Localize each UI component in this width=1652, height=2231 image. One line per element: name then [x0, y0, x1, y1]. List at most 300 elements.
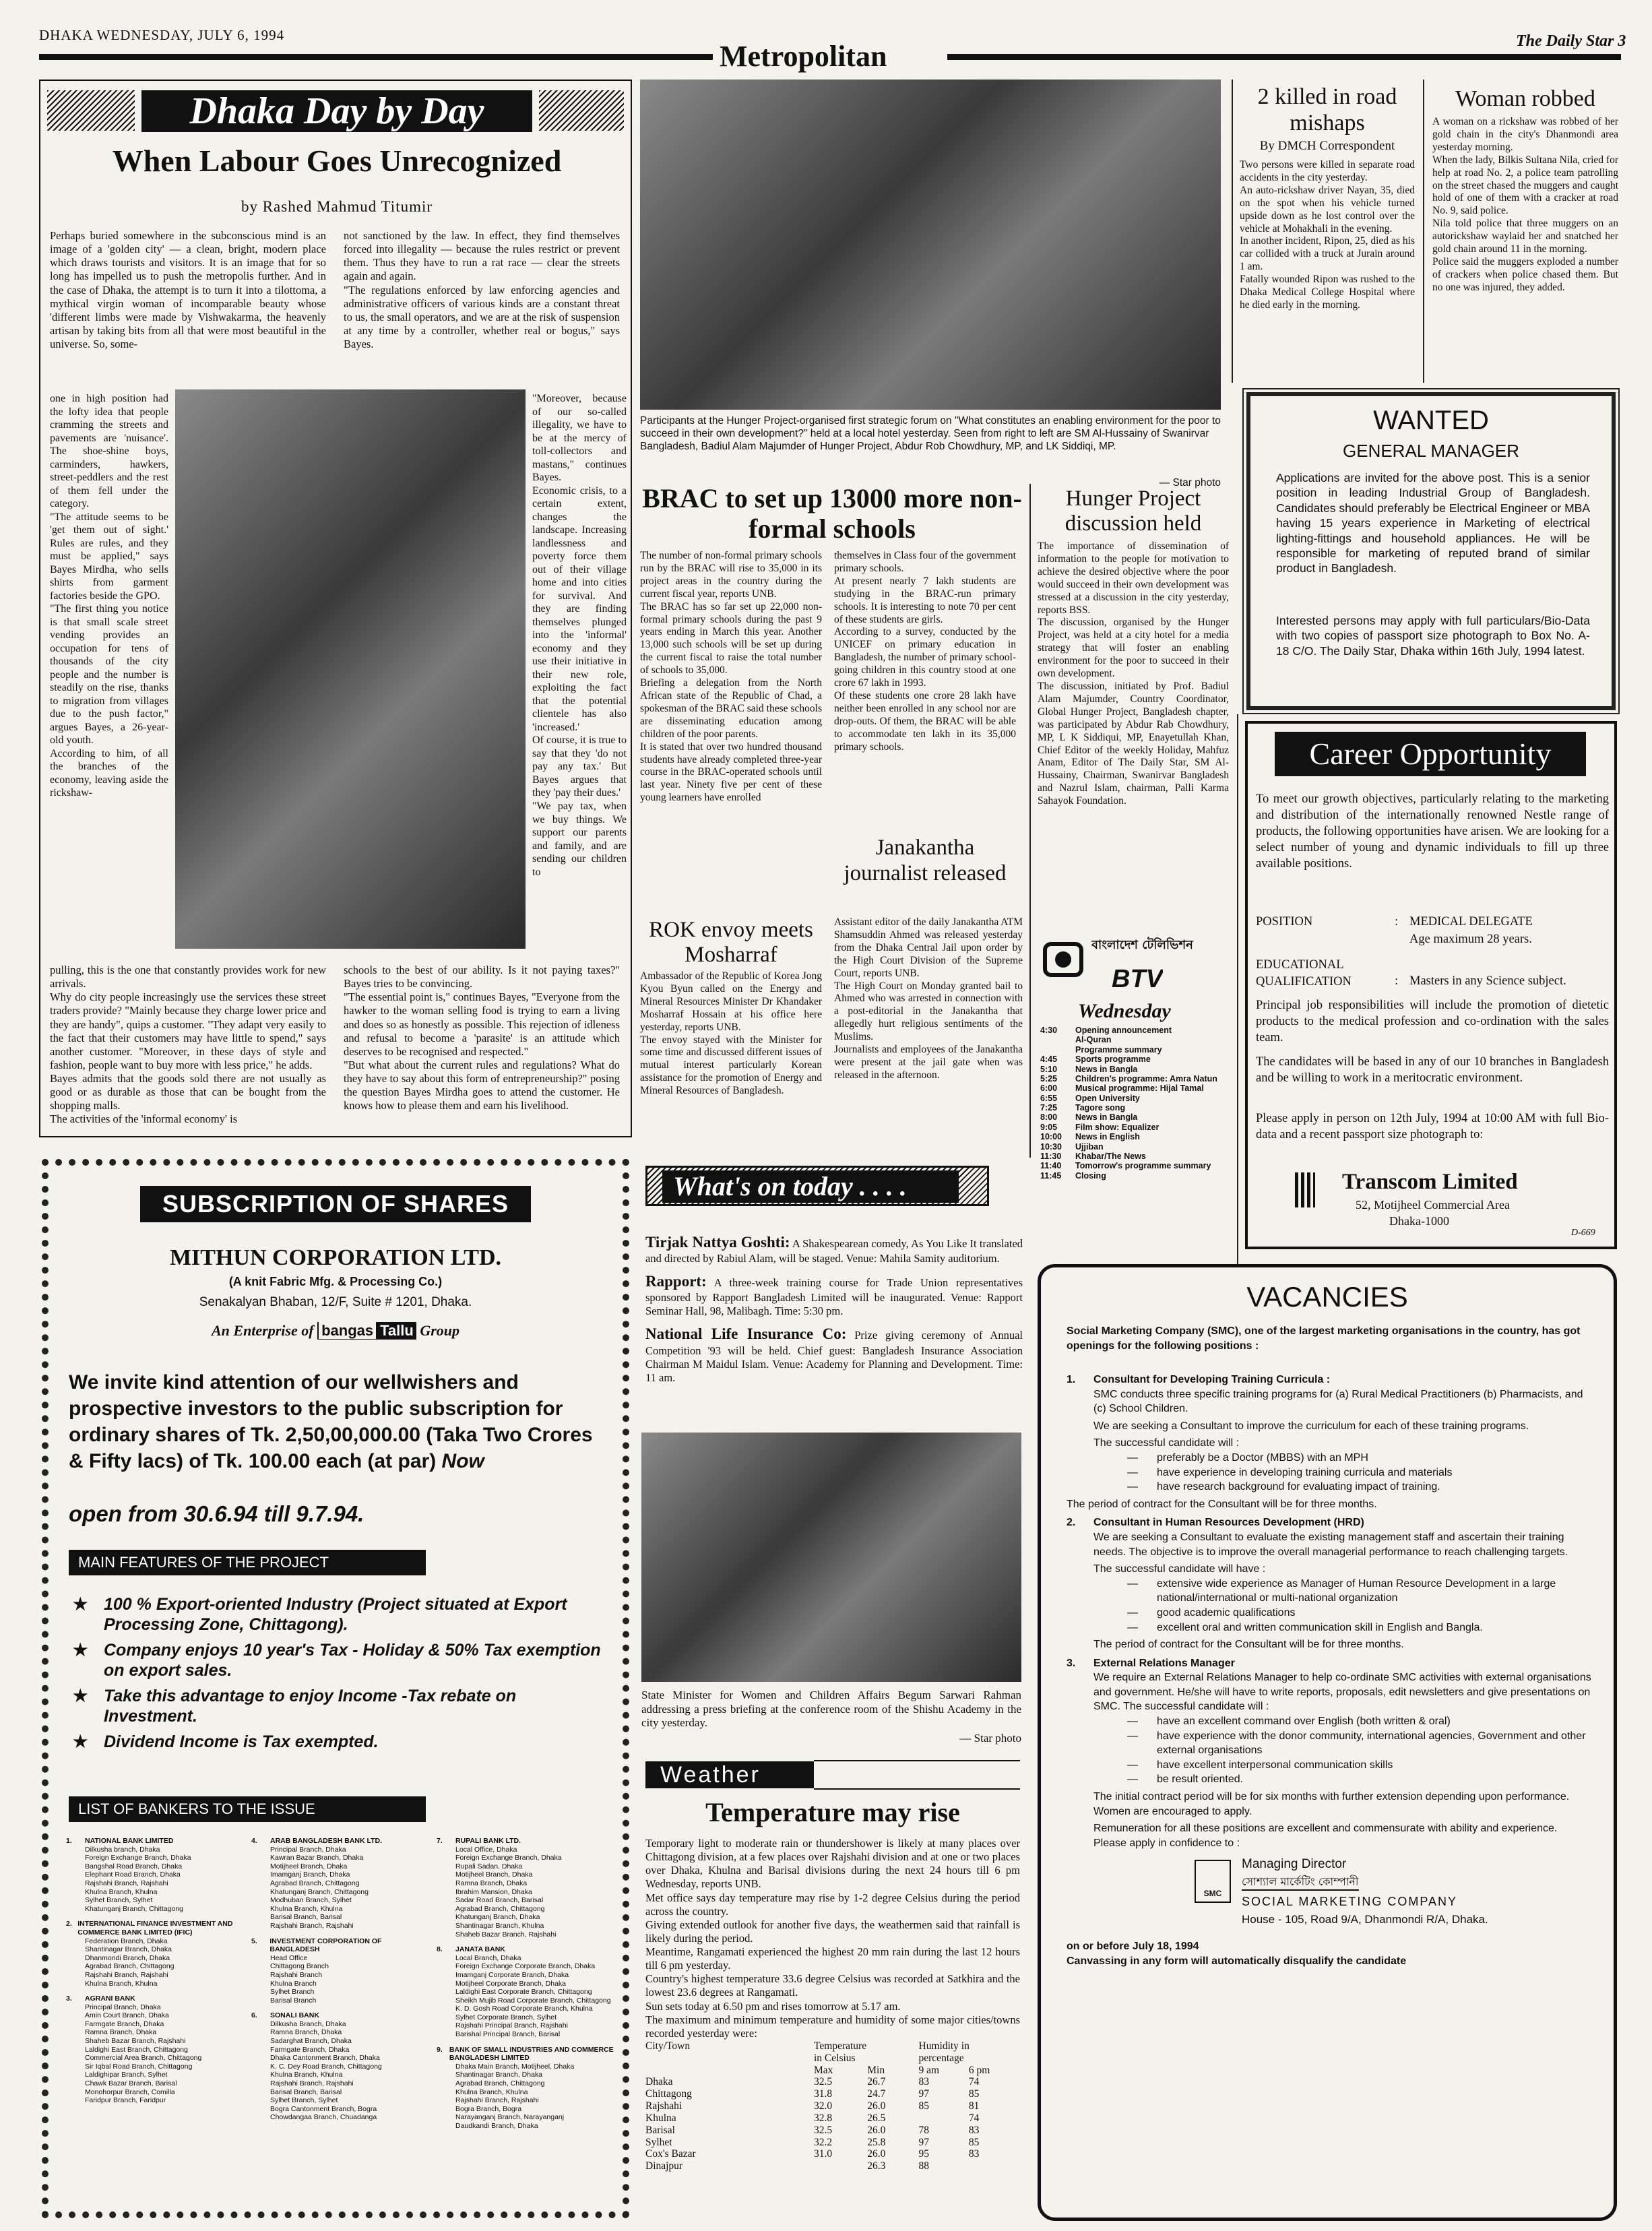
btv-day: Wednesday [1078, 1000, 1171, 1022]
weather-hdr-hum2: percentage [918, 2052, 964, 2064]
weather-max: 32.8 [814, 2112, 833, 2124]
dhaka-day-banner: Dhaka Day by Day [141, 90, 532, 132]
btv-row [1040, 1035, 1233, 1044]
bank-number: 6. [251, 2011, 257, 2020]
requirement-item [1127, 1729, 1592, 1758]
whats-on-banner-text: What's on today . . . . [662, 1170, 959, 1203]
career-pos-value: MEDICAL DELEGATE [1409, 915, 1533, 929]
btv-programme: News in Bangla [1075, 1064, 1138, 1074]
hunger-forum-caption: Participants at the Hunger Project-organised first strategic forum on "What constitutes an enabling environment for the poor to succeed in their own development?" held at a local hotel yesterday. Seen from right to left are SM Al-Hussainy of Swanirvar Bangladesh, Badiul Alam Majumder of Hunger Project, Abdur Rob Chowdhury, MP, and LK Siddiqi, MP. [640, 415, 1221, 452]
career-edu-value: Masters in any Science subject. [1409, 974, 1566, 988]
canvass-note: Canvassing in any form will automatically disqualify the candidate [1067, 1955, 1407, 1967]
bank-number: 4. [251, 1837, 257, 1845]
weather-min: 26.3 [867, 2160, 886, 2172]
dash-icon: — [1127, 1759, 1138, 1771]
btv-programme: Sports programme [1075, 1055, 1151, 1065]
bank-name: RUPALI BANK LTD. [455, 1837, 521, 1845]
weather-row [645, 2125, 1020, 2137]
btv-row [1040, 1074, 1233, 1083]
btv-time: 5:25 [1040, 1073, 1058, 1083]
dhaka-day-bottom-left: pulling, this is the one that constantly provides work for new arrivals. Why do city people increasingly use the services these street traders provide? "Mainly because they charge lower price and they are handy", quips a customer. "They adapt very easily to the fact that their customers may have little to spend," says another customer. "Moreover, in these days of style and fashion, people want to buy more with less price," he adds. Bayes admits that the goods sold there are not usually as good or as durable as those that can be bought from the shopping malls. The activities of the 'informal economy' is [50, 964, 326, 1126]
position-text: We require an External Relations Manager to help co-ordinate SMC activities with external organisations and government. He/she will have to write reports, proposals, edit newsletters and give presentations on SMC. The successful candidate will : [1093, 1672, 1591, 1713]
btv-row [1040, 1065, 1233, 1074]
vacancies-title: VACANCIES [1246, 1281, 1408, 1313]
feature-item [73, 1732, 612, 1752]
career-code: D-669 [1571, 1228, 1595, 1238]
bank-number: 7. [437, 1837, 443, 1845]
position-text: SMC conducts three specific training programs for (a) Rural Medical Practitioners (b) Pharmacists, and (c) School Children. [1093, 1388, 1583, 1415]
feature-item [73, 1640, 612, 1680]
event-item [645, 1272, 1023, 1318]
wanted-ad [1246, 392, 1616, 710]
requirement-item [1127, 1621, 1592, 1635]
shares-sub: (A knit Fabric Mfg. & Processing Co.) [228, 1275, 443, 1288]
shares-company: MITHUN CORPORATION LTD. [169, 1245, 502, 1270]
street-vendors-photo [175, 389, 526, 949]
position-period: The period of contract for the Consultant will be for three months. [1093, 1639, 1404, 1651]
weather-hdr-hum: Humidity in [918, 2040, 970, 2052]
btv-logo-block [1038, 935, 1233, 1000]
bank-branches: Local Office, Dhaka Foreign Exchange Branch, Dhaka Rupali Sadan, Dhaka Motijheel Branch, Dhaka Ramna Branch, Dhaka Ibrahim Mansion, Dhaka Sadar Road Branch, Barisal Agrabad Branch, Chittagong Khatunganj Branch, Dhaka Shantinagar Branch, Khulna Shaheb Bazar Branch, Rajshahi [455, 1845, 562, 1939]
weather-hdr-6pm: 6 pm [968, 2064, 990, 2076]
position-will: The successful candidate will have : [1093, 1563, 1266, 1575]
position-will: The successful candidate will : [1093, 1437, 1240, 1449]
weather-max [814, 2160, 867, 2172]
weather-city: Khulna [645, 2112, 676, 2124]
weather-am: 88 [918, 2160, 930, 2172]
bangas-logo: bangas [317, 1322, 377, 1340]
btv-time: 10:00 [1040, 1132, 1062, 1142]
btv-programme: Open University [1075, 1093, 1140, 1103]
bank-entry [251, 2011, 430, 2122]
event-item [645, 1233, 1023, 1265]
btv-row [1040, 1152, 1233, 1161]
career-banner: Career Opportunity [1275, 732, 1586, 776]
features-list [73, 1594, 612, 1796]
btv-time [1040, 1045, 1075, 1055]
tv-screen-icon [1055, 951, 1071, 968]
dash-icon: — [1127, 1773, 1138, 1786]
position-title: External Relations Manager [1093, 1657, 1235, 1669]
shares-banner: SUBSCRIPTION OF SHARES [140, 1186, 531, 1222]
feature-text: Dividend Income is Tax exempted. [104, 1732, 379, 1751]
btv-row [1040, 1055, 1233, 1064]
position-heading [1067, 1373, 1592, 1387]
feature-item [73, 1594, 612, 1635]
requirement-text: excellent oral and written communication skill in English and Bangla. [1157, 1621, 1483, 1633]
btv-programme: News in Bangla [1075, 1112, 1138, 1123]
bank-name: SONALI BANK [270, 2011, 319, 2020]
btv-programme: Ujjiban [1075, 1141, 1104, 1152]
robbed-headline: Woman robbed [1455, 86, 1595, 111]
career-apply: Please apply in person on 12th July, 1994 at 10:00 AM with full Bio-data and a recent passport size photograph to: [1256, 1112, 1609, 1142]
weather-city: Sylhet [645, 2136, 672, 2148]
hunger-forum-photo [640, 80, 1221, 410]
career-intro: To meet our growth objectives, particularly relating to the marketing and distribution of the internationally renowned Nestle range of products, the following opportunities have arisen. We are looking for a select number of young and dynamic individuals to fill up three available positions. [1256, 792, 1609, 871]
btv-time: 11:40 [1040, 1161, 1062, 1171]
weather-row [645, 2100, 1020, 2112]
requirement-text: good academic qualifications [1157, 1606, 1296, 1619]
weather-min: 26.7 [867, 2076, 886, 2088]
btv-logo: BTV [1112, 965, 1163, 993]
col-rule [1029, 484, 1031, 1158]
weather-city: Dinajpur [645, 2160, 683, 2172]
weather-pm [969, 2160, 1020, 2172]
bank-entry [66, 1994, 245, 2105]
weather-pm: 74 [968, 2076, 980, 2088]
requirement-item [1127, 1714, 1592, 1729]
career-resp: Principal job responsibilities will include the promotion of dietetic products to the medical profession and co-ordination with the sales team. [1256, 999, 1609, 1045]
bank-name: INVESTMENT CORPORATION OF BANGLADESH [269, 1937, 382, 1954]
requirement-text: have an excellent command over English (both written & oral) [1157, 1716, 1451, 1728]
bank-number: 3. [66, 1994, 72, 2003]
career-pos-colon: : [1395, 915, 1399, 929]
position-title: Consultant in Human Resources Development (HRD) [1093, 1517, 1364, 1529]
requirement-item [1127, 1606, 1592, 1621]
btv-programme: Al-Quran [1075, 1035, 1112, 1045]
bank-entry [437, 1945, 615, 2039]
requirement-text: have experience in developing training curricula and materials [1157, 1466, 1453, 1478]
weather-min: 26.5 [867, 2112, 886, 2124]
weather-banner-text: Weather [660, 1762, 761, 1788]
dhaka-day-right-narrow: "Moreover, because of our so-called illegality, we have to be at the mercy of toll-collectors and mastans," continues Bayes. Economic crisis, to a certain extent, changes the landscape. Increasing landlessness and poverty force them out of their village home and into cities for survival. And they are finding themselves plunged into the 'informal' economy and they use their initiative in their new role, exploiting the fact that the potential clientele has also 'increased.' Of course, it is true to say that they 'do not pay any tax.' But Bayes argues that they 'pay their dues.' "We pay tax, when we buy things. We support our parents and family, and are sending our children to [532, 393, 627, 878]
col-rule [1232, 80, 1233, 383]
bank-name: INTERNATIONAL FINANCE INVESTMENT AND COMMERCE BANK LIMITED (IFIC) [77, 1920, 233, 1937]
btv-programme: Musical programme: Hijal Tamal [1075, 1083, 1204, 1094]
weather-max: 32.5 [814, 2076, 833, 2088]
vacancies-content [1067, 1369, 1592, 2211]
weather-hdr-temp2: in Celsius [814, 2052, 856, 2064]
wanted-subtitle: GENERAL MANAGER [1343, 441, 1519, 461]
dash-icon: — [1127, 1466, 1138, 1478]
dash-icon: — [1127, 1730, 1138, 1742]
weather-row [645, 2088, 1020, 2100]
dash-icon: — [1127, 1577, 1138, 1590]
smc-name: SOCIAL MARKETING COMPANY [1242, 1895, 1458, 1909]
bankers-list [66, 1837, 618, 2201]
event-text: A Shakespearean comedy, As You Like It translated and directed by Rabiul Alam, will be staged. Venue: Mahila Samity auditorium. [645, 1237, 1023, 1265]
killed-body: Two persons were killed in separate road accidents in the city yesterday. An auto-rickshaw driver Nayan, 35, died on the spot when his vehicle turned upside down as he lost control over the vehicle at Mohakhali in the evening. In another incident, Ripon, 25, died as his car collided with a truck at Jurain around 1 am. Fatally wounded Ripon was rushed to the Dhaka Medical College Hospital where he died early in the morning. [1240, 159, 1415, 311]
bank-branches: Principal Branch, Dhaka Kawran Bazar Branch, Dhaka Motijheel Branch, Dhaka Imamganj Branch, Dhaka Agrabad Branch, Chittagong Khatunganj Branch, Chittagong Modhuban Branch, Sylhet Khulna Branch, Khulna Barisal Branch, Barisal Rajshahi Branch, Rajshahi [270, 1845, 369, 1930]
dhaka-day-left-narrow: one in high position had the lofty idea that people cramming the streets and pavements are 'nuisance'. The shoe-shine boys, carminders, hawkers, street-peddlers and the rest of them fell under the category. "The attitude seems to be 'get them out of sight.' Rules are rules, and they must be applied," says Bayes Mirdha, who sells shirts from garment factories beside the GPO. "The first thing you notice is that small scale street vending provides an occupation for tens of thousands of the city people and the number is steadily on the rise, thanks to migration from villages due to the push factor," argues Bayes, a 26-year-old youth. According to him, of all the branches of the economy, leaving aside the rickshaw- [50, 393, 168, 799]
bank-name: ARAB BANGLADESH BANK LTD. [270, 1837, 383, 1845]
invite-now: Now [441, 1450, 484, 1472]
hunger-forum-credit: — Star photo [1159, 477, 1221, 489]
bank-number: 8. [437, 1945, 443, 1954]
position-number: 1. [1067, 1374, 1076, 1385]
career-company: Transcom Limited [1342, 1170, 1518, 1194]
rok-body: Ambassador of the Republic of Korea Jong Kyou Byun called on the Energy and Mineral Resources Minister Dr Khandaker Mosharraf Hossain at his office here yesterday, reports UNB. The envoy stayed with the Minister for some time and discussed different issues of mutual interest particularly Korean assistance for the promotion of Energy and Mineral Resources of Bangladesh. [640, 970, 822, 1097]
btv-time: 7:25 [1040, 1103, 1058, 1112]
weather-city: Chittagong [645, 2088, 692, 2100]
managing-director: Managing Director [1242, 1857, 1347, 1872]
shishu-academy-credit: — Star photo [959, 1732, 1021, 1745]
janakantha-body: Assistant editor of the daily Janakantha ATM Shamsuddin Ahmed was released yesterday from the Dhaka Central Jail upon order by the High Court Division of the Supreme Court, reports UNB. The High Court on Monday granted bail to Ahmed who was arrested in connection with a post-editorial in the Janakantha that allegedly hurt religious sentiments of the Muslims. Journalists and employees of the Janakantha were present at the jail gate when was released in the afternoon. [834, 916, 1023, 1081]
btv-time: 9:05 [1040, 1122, 1058, 1132]
brac-col2: themselves in Class four of the government primary schools. At present nearly 7 lakh students are studying in the BRAC-run primary schools. It is interesting to note 70 per cent of these students are girls. According to a survey, conducted by the UNICEF on primary education in Bangladesh, the number of primary school-going children in this country stood at one crore 67 lakh in 1993. Of these students one crore 28 lakh have neither been enrolled in any school nor are drop-outs. Of them, the BRAC will be able to accommodate ten lakh in its 35,000 primary schools. [834, 550, 1016, 753]
btv-programme: Tagore song [1075, 1103, 1126, 1112]
position-period: The initial contract period will be for six months with further extension depending upon performance. Women are encouraged to apply. [1093, 1791, 1570, 1817]
weather-hdr-temp: Temperature [814, 2040, 867, 2052]
btv-time: 6:00 [1040, 1083, 1058, 1094]
feature-text: Take this advantage to enjoy Income -Tax rebate on Investment. [104, 1687, 517, 1726]
feature-text: 100 % Export-oriented Industry (Project situated at Export Processing Zone, Chittagong). [104, 1595, 567, 1634]
dash-icon: — [1127, 1621, 1138, 1633]
btv-time: 8:00 [1040, 1112, 1058, 1123]
btv-row [1040, 1132, 1233, 1141]
requirement-item [1127, 1480, 1592, 1495]
weather-pm: 85 [968, 2136, 980, 2148]
weather-am: 97 [918, 2088, 930, 2100]
dash-icon: — [1127, 1451, 1138, 1464]
killed-byline: By DMCH Correspondent [1259, 139, 1395, 153]
weather-hdr-city: City/Town [645, 2040, 691, 2052]
weather-min: 24.7 [867, 2088, 886, 2100]
bank-branches: Head Office Chittagong Branch Rajshahi Branch Khulna Branch Sylhet Branch Barisal Branch [270, 1953, 329, 2005]
career-pos-label: POSITION [1256, 915, 1313, 929]
smc-address: House - 105, Road 9/A, Dhanmondi R/A, Dhaka. [1242, 1913, 1488, 1926]
wanted-apply: Interested persons may apply with full particulars/Bio-Data with two copies of passport size photograph to Box No. A-18 C/O. The Daily Star, Dhaka within 16th July, 1994 latest. [1276, 614, 1590, 658]
weather-banner-rule [814, 1760, 1020, 1790]
weather-am: 85 [918, 2100, 930, 2112]
weather-city: Cox's Bazar [645, 2148, 696, 2160]
masthead-rule-right [947, 54, 1621, 60]
robbed-body: A woman on a rickshaw was robbed of her gold chain in the city's Dhanmondi area yesterday morning. When the lady, Bilkis Sultana Nila, cried for help at road No. 2, a police team patrolling on the street chased the muggers and caught hold of one of them with a cracker at road No. 9, said police. Nila told police that three muggers on an autorickshaw waylaid her and snatched her gold chain around 11 in the morning. Police said the muggers exploded a number of crackers when police chased them. But no one was injured, they added. [1432, 116, 1618, 293]
requirement-item [1127, 1466, 1592, 1480]
event-title: National Life Insurance Co: [645, 1325, 847, 1343]
bank-branches: Dilkusha branch, Dhaka Foreign Exchange Branch, Dhaka Bangshal Road Branch, Dhaka Elephant Road Branch, Dhaka Rajshahi Branch, Rajshahi Khulna Branch, Khulna Sylhet Branch, Sylhet Khatunganj Branch, Chittagong [85, 1845, 191, 1913]
smc-bangla-name: সোশ্যাল মার্কেটিং কোম্পানী [1242, 1875, 1359, 1891]
btv-programme: News in English [1075, 1132, 1140, 1142]
dhaka-day-col1: Perhaps buried somewhere in the subconscious mind is an image of a 'golden city' — a clean, bright, modern place which draws tourists and visitors. It is an image that for so long has impelled us to push the metropolis further. And in the case of Dhaka, the attempt is to turn it into a tilottoma, a mythical virgin woman of incomparable beauty whose 'different limbs were made by Vishwakarma, the heavenly artisan by taking bits from all that were most beautiful in the universe. So, some- [50, 229, 326, 350]
star-icon: ★ [73, 1641, 88, 1660]
transcom-logo-icon [1295, 1172, 1315, 1207]
bank-name: JANATA BANK [455, 1945, 505, 1954]
career-address1: 52, Motijheel Commercial Area [1356, 1198, 1510, 1212]
weather-max: 31.8 [814, 2088, 833, 2100]
dhaka-day-bottom-right: schools to the best of our ability. Is it not paying taxes?" Bayes tries to be convincing. "The essential point is," continues Bayes, "Everyone from the hawker to the woman selling food is trying to earn a living and does so as honestly as possible. This rejection of idleness and refusal to become a 'parasite' is an attitude which deserves to be recognised and respected." "But what about the current rules and regulations? What do they have to say about this form of entrepreneurship?" posing the question Bayes Mirdha goes to attend the customer. He knows how to please them and earn his livelihood. [344, 964, 620, 1112]
janakantha-headline: Janakantha journalist released [844, 836, 1007, 885]
requirement-text: have research background for evaluating impact of training. [1157, 1481, 1440, 1493]
shares-address: Senakalyan Bhaban, 12/F, Suite # 1201, Dhaka. [199, 1295, 472, 1309]
weather-city: Dhaka [645, 2076, 673, 2088]
weather-row [645, 2076, 1020, 2088]
event-title: Tirjak Nattya Goshti: [645, 1234, 790, 1251]
career-edu-colon: : [1395, 974, 1399, 988]
section-title: Metropolitan [720, 40, 887, 73]
feature-item [73, 1686, 612, 1726]
tallu-logo: Tallu [377, 1322, 416, 1340]
career-edu-label: EDUCATIONAL QUALIFICATION [1256, 958, 1352, 988]
weather-min: 26.0 [867, 2100, 886, 2112]
hunger-body: The importance of dissemination of information to the people for motivation to achieve the desired objective where the poor would succeed in their own development was stressed at a discussion in the city yesterday, reports BSS. The discussion, organised by the Hunger Project, was held at a city hotel for a media strategy that will foster an enabling environment for the poor to succeed in their own development. The discussion, initiated by Prof. Badiul Alam Majumder, Country Coordinator, Global Hunger Project, Bangladesh chapter, was participated by Abdur Rab Chowdhury, MP, L K Siddiqui, MP, Enayetullah Khan, Chief Editor of the weekly Holiday, Mahfuz Anam, Editor of The Daily Star, SM Al-Hussainy, Chairman, Swanirvar Bangladesh and Nazrul Islam, chairman, Palli Karma Sahayok Foundation. [1038, 540, 1229, 807]
position-number: 3. [1067, 1657, 1076, 1669]
shares-enterprise [46, 1322, 625, 1340]
requirement-text: have excellent interpersonal communication skills [1157, 1759, 1393, 1771]
weather-min: 25.8 [867, 2136, 886, 2148]
bank-entry [66, 1920, 245, 1988]
bank-branches: Federation Branch, Dhaka Shantinagar Branch, Dhaka Dhanmondi Branch, Dhaka Agrabad Branch, Chittagong Rajshahi Branch, Rajshahi Khulna Branch, Khulna [85, 1937, 174, 1988]
star-icon: ★ [73, 1687, 88, 1705]
position-seek: We are seeking a Consultant to improve the curriculum for each of these training programs. [1093, 1420, 1529, 1432]
bank-number: 1. [66, 1837, 72, 1845]
btv-row [1040, 1171, 1233, 1181]
remuneration: Remuneration for all these positions are excellent and commensurate with ability and experience. Please apply in confidence to : [1093, 1823, 1558, 1849]
page-number: 3 [1618, 32, 1626, 50]
weather-min: 26.0 [867, 2124, 886, 2136]
weather-row [645, 2112, 1020, 2125]
btv-row [1040, 1123, 1233, 1132]
btv-row [1040, 1103, 1233, 1112]
weather-max: 31.0 [814, 2148, 833, 2160]
hunger-headline: Hunger Project discussion held [1065, 486, 1202, 536]
invite-text: We invite kind attention of our wellwishers and prospective investors to the public subscription for ordinary shares of Tk. 2,50,00,000.00 (Taka Two Crores & Fifty lacs) of Tk. 100.00 each (at par) [69, 1371, 593, 1472]
whats-on-list [645, 1233, 1023, 1428]
weather-pm: 81 [968, 2100, 980, 2112]
whats-on-banner [645, 1166, 989, 1206]
career-age: Age maximum 28 years. [1409, 933, 1532, 946]
weather-max: 32.5 [814, 2124, 833, 2136]
btv-row [1040, 1142, 1233, 1152]
weather-max: 32.0 [814, 2100, 833, 2112]
bank-entry [66, 1837, 245, 1913]
requirement-text: have experience with the donor community, international agencies, Government and other external organisations [1157, 1730, 1586, 1757]
rok-headline: ROK envoy meets Mosharraf [649, 918, 813, 967]
bank-entry [437, 2046, 615, 2131]
deadline: on or before July 18, 1994 [1067, 1941, 1199, 1953]
weather-hdr-max: Max [814, 2064, 833, 2076]
btv-time: 5:10 [1040, 1064, 1058, 1074]
bank-name: NATIONAL BANK LIMITED [85, 1837, 174, 1845]
weather-am: 78 [918, 2124, 930, 2136]
weather-row [645, 2137, 1020, 2149]
paper-name [1516, 32, 1626, 51]
dash-icon: — [1127, 1481, 1138, 1493]
weather-am: 83 [918, 2076, 930, 2088]
requirement-text: extensive wide experience as Manager of Human Resource Development in a large national/international or multi-national organization [1157, 1577, 1556, 1604]
paper-title: The Daily Star [1516, 32, 1614, 50]
wanted-body: Applications are invited for the above post. This is a senior position in leading Industrial Group of Bangladesh. Candidates should preferably be Electrical Engineer or MBA having 15 years experience in Marketing of electrical lighting-fittings and household appliances. He will be responsible for marketing of reputed brand of similar product in Bangladesh. [1276, 471, 1590, 575]
btv-row [1040, 1161, 1233, 1170]
career-ad [1245, 721, 1617, 1249]
weather-hdr-min: Min [867, 2064, 885, 2076]
enterprise-pre: An Enterprise of [211, 1322, 314, 1339]
weather-pm: 83 [968, 2148, 980, 2160]
bank-number: 9. [437, 2045, 443, 2054]
btv-schedule [1040, 1026, 1233, 1248]
weather-pm: 83 [968, 2124, 980, 2136]
enterprise-post: Group [420, 1322, 460, 1339]
btv-row [1040, 1045, 1233, 1055]
killed-headline: 2 killed in road mishaps [1257, 84, 1397, 136]
weather-headline: Temperature may rise [705, 1797, 960, 1827]
position-number: 2. [1067, 1517, 1076, 1529]
bank-column [251, 1837, 430, 2201]
shishu-academy-photo [641, 1433, 1021, 1682]
btv-programme: Opening announcement [1075, 1026, 1172, 1035]
event-item [645, 1325, 1023, 1384]
brac-col1: The number of non-formal primary schools run by the BRAC will rise to 35,000 in its project areas in the country during the current fiscal year, reports UNB. The BRAC has so far set up 22,000 non-formal primary schools during the past 9 years ending in March this year. Another 13,000 such schools will be set up during the current fiscal to raise the total number of schools to 35,000. Briefing a delegation from the North African state of the Republic of Chad, a spokesman of the BRAC said these schools are disseminating education among children of the poor parents. It is stated that over two hundred thousand students have already completed three-year course in the BRAC-operated schools until last year. Ninety five per cent of these young learners have enrolled [640, 550, 822, 804]
shares-invite [69, 1369, 608, 1474]
bank-branches: Dilkusha Branch, Dhaka Ramna Branch, Dhaka Sadarghat Branch, Dhaka Farmgate Branch, Dhaka Dhaka Cantonment Branch, Dhaka K. C. Dey Road Branch, Chittagong Khulna Branch, Khulna Rajshahi Branch, Rajshahi Barisal Branch, Barisal Sylhet Branch, Sylhet Bogra Cantonment Branch, Bogra Chowdangaa Branch, Chuadanga [270, 2019, 382, 2122]
weather-am [919, 2112, 969, 2125]
btv-time: 4:30 [1040, 1026, 1058, 1035]
bank-column [66, 1837, 245, 2201]
career-based: The candidates will be based in any of our 10 branches in Bangladesh and be willing to work in a meritocratic environment. [1256, 1055, 1609, 1086]
btv-programme: Khabar/The News [1075, 1151, 1146, 1161]
bank-number: 5. [251, 1937, 257, 1945]
bank-name: BANK OF SMALL INDUSTRIES AND COMMERCE BANGLADESH LIMITED [449, 2045, 614, 2063]
weather-row [645, 2160, 1020, 2172]
weather-body: Temporary light to moderate rain or thundershower is likely at many places over Chittagong division, at a few places over Rajshahi division and at one or two places over Dhaka, Khulna and Barisal divisions during the next 24 hours till 6 pm Wednesday, reports UNB. Met office says day temperature may rise by 1-2 degree Celsius during the period across the country. Giving extended outlook for another five days, the weathermen said that rainfall is likely during the period. Meantime, Rangamati experienced the highest 20 mm rain during the last 12 hours till 6 pm yesterday. Country's highest temperature 33.6 degree Celsius was recorded at Satkhira and the lowest 23.6 degrees at Rangamati. Sun sets today at 6.50 pm and rises tomorrow at 5.17 am. The maximum and minimum temperature and humidity of some major cities/towns recorded yesterday were: [645, 1837, 1020, 2040]
btv-programme: Children's programme: Amra Natun [1075, 1073, 1217, 1083]
weather-pm: 74 [968, 2112, 980, 2124]
features-title: MAIN FEATURES OF THE PROJECT [69, 1550, 426, 1575]
position-title: Consultant for Developing Training Curricula : [1093, 1374, 1331, 1385]
btv-row [1040, 1112, 1233, 1122]
shares-ad [39, 1156, 632, 2221]
btv-time: 6:55 [1040, 1093, 1058, 1103]
requirement-item [1127, 1577, 1592, 1606]
position-text: We are seeking a Consultant to evaluate the existing management staff and ascertain their training needs. The objective is to improve the overall managerial performance to reach challenging targets. [1093, 1531, 1568, 1558]
weather-max: 32.2 [814, 2136, 833, 2148]
btv-programme: Programme summary [1075, 1044, 1162, 1055]
btv-row [1040, 1083, 1233, 1093]
btv-row [1040, 1094, 1233, 1103]
position-period: The period of contract for the Consultant will be for three months. [1067, 1498, 1377, 1510]
bank-column [437, 1837, 615, 2201]
bankers-title: LIST OF BANKERS TO THE ISSUE [69, 1796, 426, 1822]
dhaka-day-byline: by Rashed Mahmud Titumir [241, 198, 433, 215]
shares-open: open from 30.6.94 till 9.7.94. [69, 1501, 364, 1526]
smc-contact [1195, 1856, 1592, 1937]
weather-table [645, 2040, 1020, 2222]
dateline: DHAKA WEDNESDAY, JULY 6, 1994 [39, 27, 285, 43]
bank-entry [437, 1837, 615, 1939]
banner-hatch-left [47, 90, 135, 131]
weather-hdr-9am: 9 am [918, 2064, 940, 2076]
shishu-academy-caption: State Minister for Women and Children Affairs Begum Sarwari Rahman addressing a press briefing at the conference room of the Shishu Academy in the city yesterday. [641, 1689, 1021, 1730]
wanted-title: WANTED [1373, 406, 1489, 435]
requirement-item [1127, 1451, 1592, 1466]
requirement-item [1127, 1758, 1592, 1773]
dhaka-day-headline: When Labour Goes Unrecognized [112, 144, 562, 178]
weather-city: Barisal [645, 2124, 675, 2136]
col-rule [1237, 714, 1238, 1267]
requirement-text: preferably be a Doctor (MBBS) with an MPH [1157, 1451, 1368, 1464]
weather-min: 26.0 [867, 2148, 886, 2160]
btv-bangla: বাংলাদেশ টেলিভিশন [1091, 938, 1193, 952]
btv-time: 11:45 [1040, 1170, 1062, 1181]
dhaka-day-col2: not sanctioned by the law. In effect, they find themselves forced into illegality — because the rules restrict or prevent them. Thus they have to run a rat race — clear the streets again and again. "The regulations enforced by law enforcing agencies and administrative officers of various kinds are a constant threat to us, the small operators, and we are at the risk of suspension at any time by a controller, whether real or bogus," says Bayes. [344, 229, 620, 350]
position-heading [1067, 1515, 1592, 1530]
banner-hatch-right [539, 90, 624, 131]
btv-time [1040, 1035, 1075, 1044]
bank-branches: Principal Branch, Dhaka Amin Court Branch, Dhaka Farmgate Branch, Dhaka Ramna Branch, Dhaka Shaheb Bazar Branch, Rajshahi Laldighi East Branch, Chittagong Commercial Area Branch, Chittagong Sir Iqbal Road Branch, Chittagong Laldighipar Branch, Sylhet Chawk Bazar Branch, Barisal Monohorpur Branch, Comilla Faridpur Branch, Faridpur [85, 2003, 202, 2105]
dash-icon: — [1127, 1716, 1138, 1728]
dhaka-day-box [39, 80, 632, 1137]
bank-name: AGRANI BANK [85, 1994, 135, 2003]
bank-entry [251, 1937, 430, 2005]
bank-branches: Local Branch, Dhaka Foreign Exchange Corporate Branch, Dhaka Imamganj Corporate Branch, Dhaka Motijheel Corporate Branch, Dhaka Laldighi East Corporate Branch, Chittagong Sheikh Mujib Road Corporate Branch, Chittagong K. D. Gosh Road Corporate Branch, Khulna Sylhet Corporate Branch, Sylhet Rajshahi Principal Branch, Rajshahi Barishal Principal Branch, Barisal [455, 1953, 611, 2039]
career-address2: Dhaka-1000 [1389, 1214, 1449, 1228]
weather-am: 95 [918, 2148, 930, 2160]
btv-programme: Film show: Equalizer [1075, 1122, 1159, 1132]
dash-icon: — [1127, 1606, 1138, 1619]
star-icon: ★ [73, 1595, 88, 1614]
btv-time: 4:45 [1040, 1055, 1058, 1065]
bank-branches: Dhaka Main Branch, Motijheel, Dhaka Shantinagar Branch, Dhaka Agrabad Branch, Chittagong Khulna Branch, Khulna Rajshahi Branch, Rajshahi Bogra Branch, Bogra Narayanganj Branch, Narayanganj Daudkandi Branch, Dhaka [455, 2062, 575, 2130]
